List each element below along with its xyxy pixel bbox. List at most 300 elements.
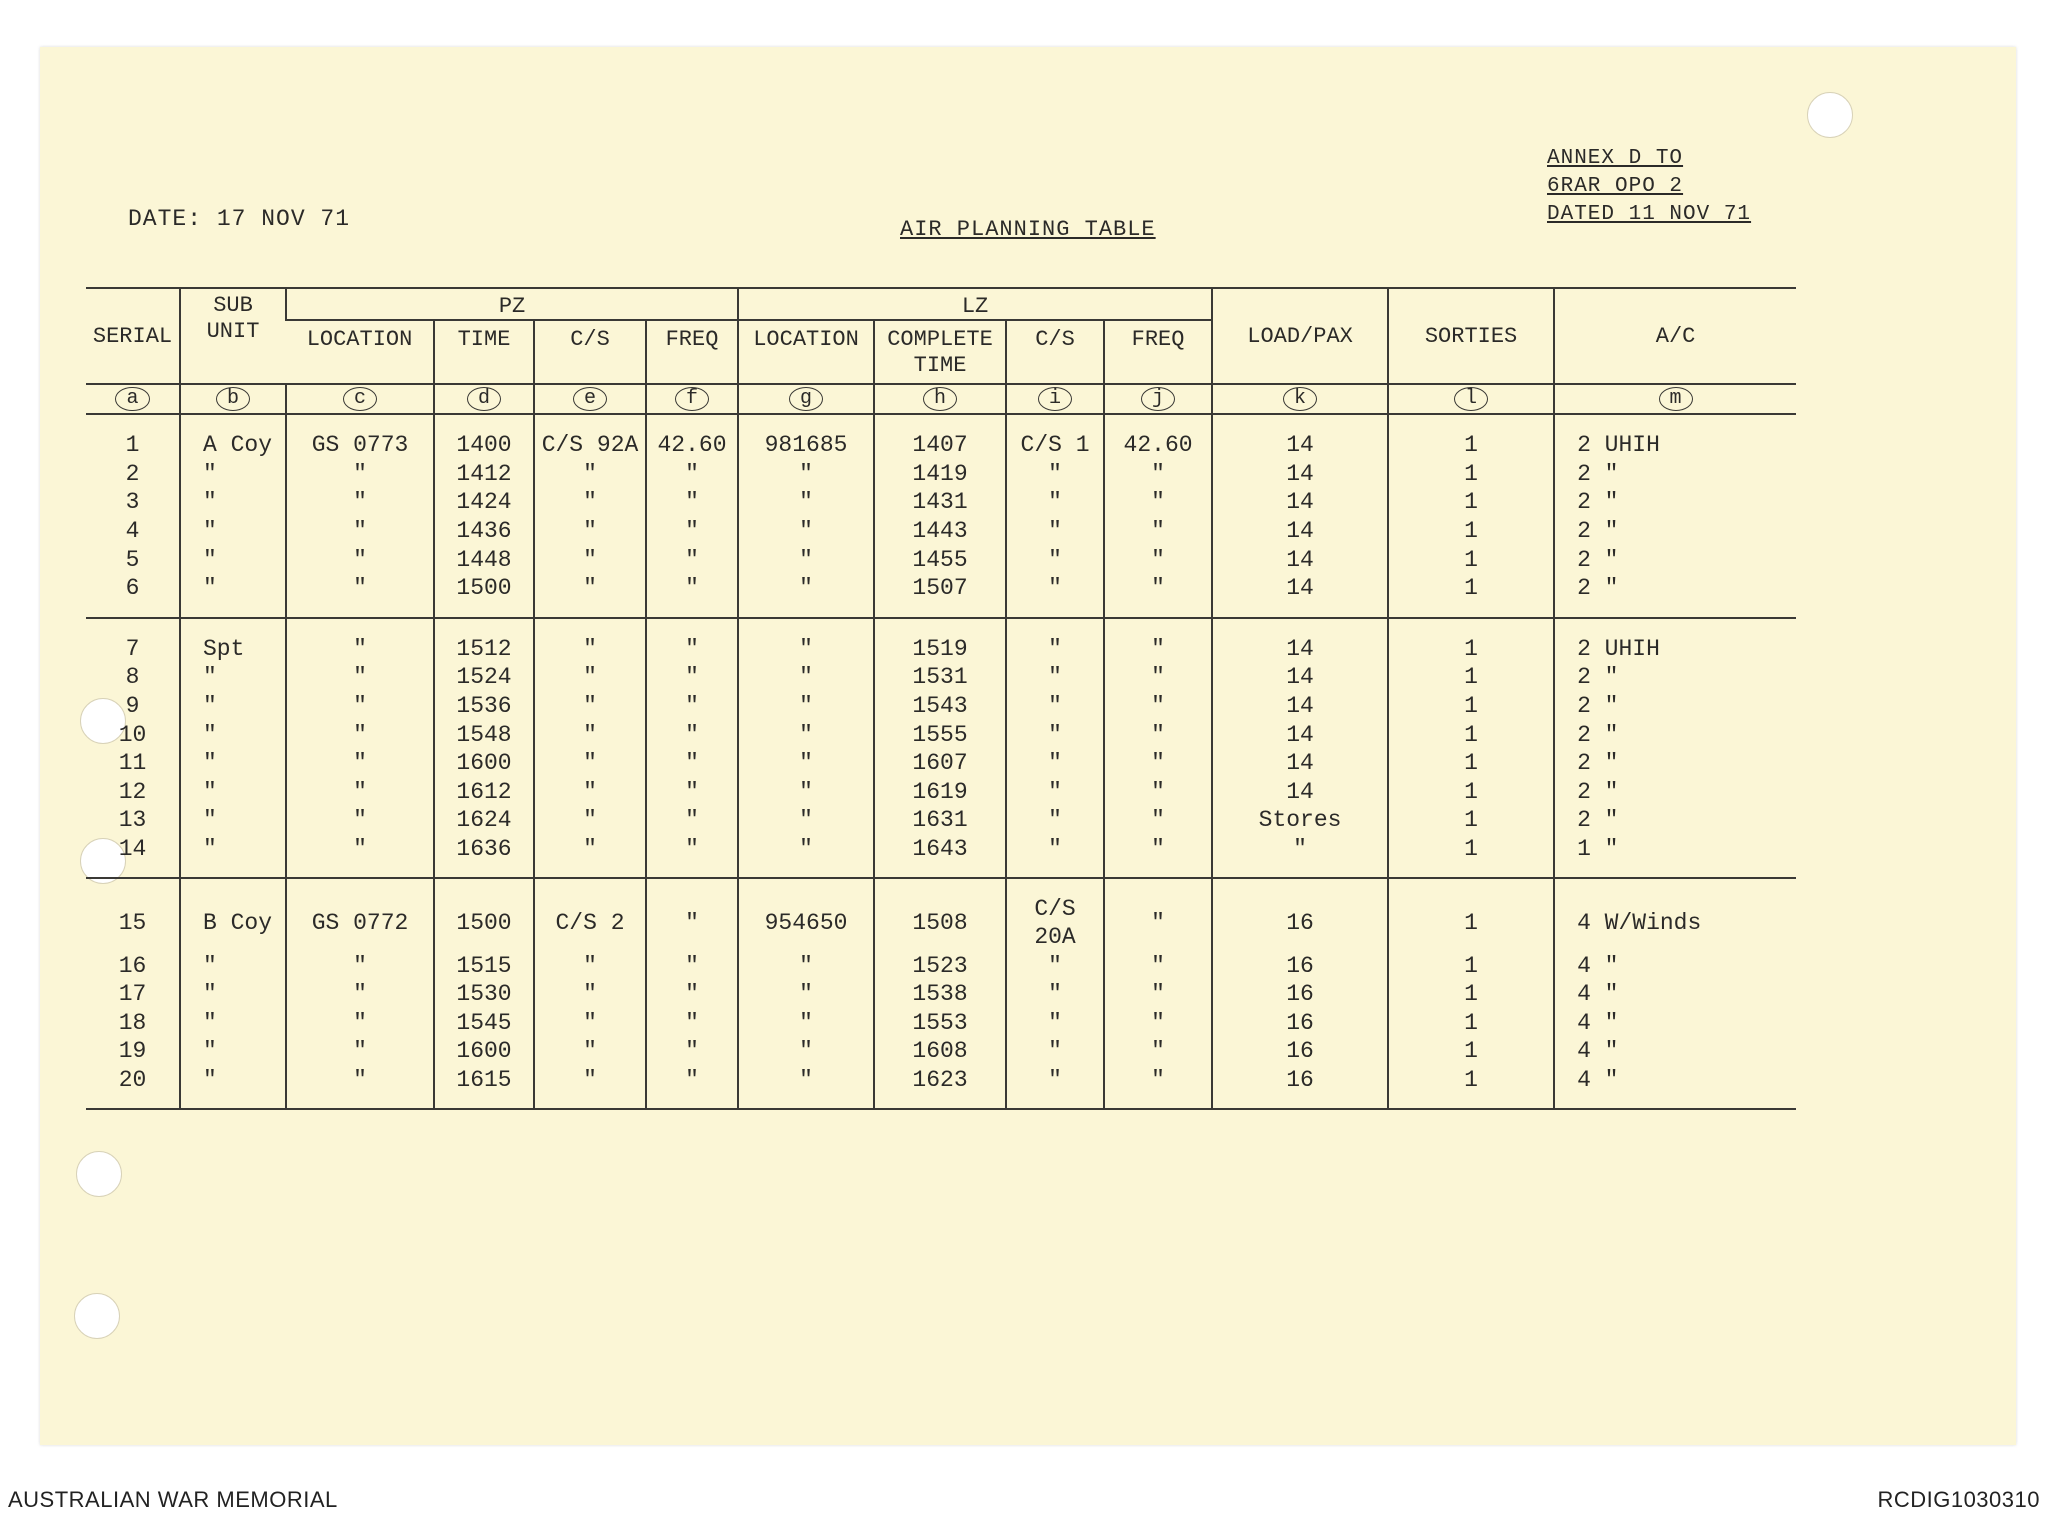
cell-pz-freq: " — [646, 878, 738, 951]
cell-pz-time: 1500 — [434, 574, 534, 618]
table-row — [86, 1066, 1796, 1110]
column-header-load-pax: LOAD/PAX — [1212, 288, 1388, 384]
cell-ac: 2 " — [1554, 545, 1796, 574]
cell-serial: 17 — [118, 981, 147, 1008]
cell-sorties: 1 — [1388, 980, 1554, 1009]
cell-lz-location: " — [738, 574, 874, 618]
cell-lz-complete-time: 1553 — [874, 1009, 1006, 1038]
table-row — [86, 545, 1796, 574]
cell-lz-complete-time: 1538 — [874, 980, 1006, 1009]
cell-lz-complete-time: 1443 — [874, 517, 1006, 546]
annex-line: ANNEX D TO — [1547, 147, 1684, 170]
cell-lz-complete-time: 1419 — [874, 460, 1006, 489]
cell-lz-cs: " — [1006, 517, 1104, 546]
cell-pz-freq: " — [646, 806, 738, 835]
cell-pz-freq: " — [646, 460, 738, 489]
cell-lz-freq: " — [1104, 778, 1212, 807]
footer-source: AUSTRALIAN WAR MEMORIAL — [8, 1487, 338, 1512]
cell-sub-unit: " — [180, 835, 286, 879]
cell-serial: 4 — [125, 518, 140, 545]
column-header-sorties: SORTIES — [1388, 288, 1554, 384]
cell-pz-location: " — [286, 951, 434, 980]
cell-sub-unit: Spt — [180, 618, 286, 664]
table-group-header-row — [86, 288, 1796, 320]
cell-lz-freq: " — [1104, 1009, 1212, 1038]
cell-lz-freq: " — [1104, 663, 1212, 692]
cell-ac: 2 " — [1554, 749, 1796, 778]
cell-lz-freq: " — [1104, 980, 1212, 1009]
cell-pz-cs: " — [534, 545, 646, 574]
cell-pz-time: 1436 — [434, 517, 534, 546]
cell-lz-freq: " — [1104, 545, 1212, 574]
column-header-pz-location: LOCATION — [306, 327, 413, 352]
cell-sub-unit: " — [180, 517, 286, 546]
cell-sorties: 1 — [1388, 517, 1554, 546]
cell-pz-location: " — [286, 517, 434, 546]
cell-pz-location: GS 0773 — [286, 414, 434, 460]
cell-lz-complete-time: 1407 — [874, 414, 1006, 460]
cell-pz-time: 1600 — [434, 749, 534, 778]
cell-serial: 13 — [118, 807, 147, 834]
cell-pz-cs: C/S 92A — [534, 414, 646, 460]
cell-ac: 2 " — [1554, 488, 1796, 517]
cell-pz-location: " — [286, 618, 434, 664]
cell-pz-time: 1612 — [434, 778, 534, 807]
table-row — [86, 835, 1796, 879]
cell-sub-unit: " — [180, 1009, 286, 1038]
punch-hole — [76, 1151, 122, 1197]
cell-load-pax: 16 — [1212, 951, 1388, 980]
cell-lz-freq: " — [1104, 720, 1212, 749]
cell-pz-location: " — [286, 574, 434, 618]
cell-load-pax: 14 — [1212, 460, 1388, 489]
column-letter: h — [874, 384, 1006, 414]
cell-ac: 4 " — [1554, 1066, 1796, 1110]
cell-lz-location: " — [738, 980, 874, 1009]
cell-pz-time: 1530 — [434, 980, 534, 1009]
cell-lz-complete-time: 1608 — [874, 1037, 1006, 1066]
cell-serial: 3 — [125, 489, 140, 516]
annex-line: DATED 11 NOV 71 — [1547, 203, 1752, 226]
cell-lz-cs: C/S 1 — [1006, 414, 1104, 460]
document-title: AIR PLANNING TABLE — [900, 217, 1156, 242]
cell-load-pax: 14 — [1212, 692, 1388, 721]
table-row — [86, 663, 1796, 692]
cell-ac: 4 " — [1554, 980, 1796, 1009]
cell-sub-unit: " — [180, 545, 286, 574]
cell-pz-cs: " — [534, 806, 646, 835]
cell-pz-time: 1424 — [434, 488, 534, 517]
cell-pz-time: 1536 — [434, 692, 534, 721]
cell-lz-location: " — [738, 720, 874, 749]
table-row — [86, 618, 1796, 664]
cell-sorties: 1 — [1388, 414, 1554, 460]
table-row — [86, 951, 1796, 980]
cell-sorties: 1 — [1388, 1066, 1554, 1110]
cell-serial: 16 — [118, 952, 147, 979]
cell-pz-cs: " — [534, 980, 646, 1009]
column-letter: m — [1554, 384, 1796, 414]
cell-serial: 9 — [125, 693, 140, 720]
cell-pz-cs: " — [534, 720, 646, 749]
table-row — [86, 980, 1796, 1009]
cell-serial: 1 — [125, 432, 140, 459]
cell-ac: 2 UHIH — [1554, 414, 1796, 460]
cell-serial: 19 — [118, 1038, 147, 1065]
column-letter: i — [1006, 384, 1104, 414]
cell-sorties: 1 — [1388, 835, 1554, 879]
cell-lz-complete-time: 1619 — [874, 778, 1006, 807]
cell-pz-time: 1545 — [434, 1009, 534, 1038]
cell-lz-complete-time: 1623 — [874, 1066, 1006, 1110]
cell-sorties: 1 — [1388, 618, 1554, 664]
cell-lz-location: " — [738, 1037, 874, 1066]
cell-sub-unit: " — [180, 806, 286, 835]
cell-pz-cs: " — [534, 778, 646, 807]
cell-pz-cs: " — [534, 618, 646, 664]
table-row — [86, 720, 1796, 749]
column-letter: a — [86, 384, 180, 414]
cell-serial: 14 — [86, 835, 180, 879]
cell-pz-cs: " — [534, 692, 646, 721]
cell-pz-cs: " — [534, 574, 646, 618]
column-letter: l — [1388, 384, 1554, 414]
cell-lz-freq: " — [1104, 878, 1212, 951]
column-header-text: UNIT — [206, 319, 260, 344]
column-header-lz-cs: C/S — [1006, 320, 1104, 384]
column-letter-row — [86, 384, 1796, 414]
table-row — [86, 1009, 1796, 1038]
cell-pz-cs: " — [534, 460, 646, 489]
column-group-pz: PZ — [286, 288, 738, 320]
column-header-sub-unit — [180, 288, 286, 384]
cell-ac: 2 " — [1554, 460, 1796, 489]
cell-lz-freq: " — [1104, 460, 1212, 489]
cell-pz-freq: " — [646, 1066, 738, 1110]
cell-sorties: 1 — [1388, 749, 1554, 778]
cell-sub-unit: " — [180, 663, 286, 692]
table-row — [86, 488, 1796, 517]
cell-pz-location: " — [286, 545, 434, 574]
column-header-ac: A/C — [1554, 288, 1796, 384]
cell-ac: 2 UHIH — [1554, 618, 1796, 664]
cell-lz-location: " — [738, 663, 874, 692]
cell-lz-location: " — [738, 1066, 874, 1110]
cell-sorties: 1 — [1388, 720, 1554, 749]
punch-hole — [1807, 92, 1853, 138]
cell-load-pax: 14 — [1212, 778, 1388, 807]
cell-lz-cs: " — [1006, 1009, 1104, 1038]
cell-load-pax: 14 — [1212, 618, 1388, 664]
cell-lz-location: 954650 — [738, 878, 874, 951]
column-header-lz-location: LOCATION — [738, 320, 874, 384]
cell-pz-cs: " — [534, 1037, 646, 1066]
column-header-lz-freq: FREQ — [1104, 320, 1212, 384]
cell-sorties: 1 — [1388, 778, 1554, 807]
cell-lz-cs: " — [1006, 806, 1104, 835]
cell-lz-location: " — [738, 778, 874, 807]
cell-serial: 10 — [118, 721, 147, 748]
cell-pz-location: " — [286, 835, 434, 879]
cell-pz-time: 1600 — [434, 1037, 534, 1066]
cell-lz-location: " — [738, 692, 874, 721]
cell-pz-time: 1500 — [434, 878, 534, 951]
cell-pz-cs: " — [534, 1066, 646, 1110]
cell-sub-unit: " — [180, 749, 286, 778]
cell-pz-location: " — [286, 692, 434, 721]
cell-serial: 7 — [125, 635, 140, 662]
cell-load-pax: 16 — [1212, 1066, 1388, 1110]
cell-lz-freq: " — [1104, 1037, 1212, 1066]
cell-load-pax: 14 — [1212, 663, 1388, 692]
cell-lz-freq: " — [1104, 517, 1212, 546]
cell-serial: 8 — [125, 664, 140, 691]
cell-pz-cs: " — [534, 488, 646, 517]
cell-pz-cs: " — [534, 951, 646, 980]
column-letter: f — [646, 384, 738, 414]
table-row — [86, 692, 1796, 721]
cell-load-pax: 14 — [1212, 574, 1388, 618]
cell-sorties: 1 — [1388, 692, 1554, 721]
cell-sorties: 1 — [1388, 951, 1554, 980]
column-letter: k — [1212, 384, 1388, 414]
cell-sorties: 1 — [1388, 488, 1554, 517]
cell-sub-unit: " — [180, 692, 286, 721]
cell-pz-freq: " — [646, 618, 738, 664]
cell-lz-complete-time: 1555 — [874, 720, 1006, 749]
cell-serial: 18 — [118, 1009, 147, 1036]
cell-pz-time: 1412 — [434, 460, 534, 489]
column-header-text: COMPLETE — [887, 327, 993, 352]
cell-lz-complete-time: 1643 — [874, 835, 1006, 879]
cell-lz-cs: " — [1006, 1066, 1104, 1110]
cell-lz-location: " — [738, 749, 874, 778]
cell-lz-complete-time: 1631 — [874, 806, 1006, 835]
cell-pz-cs: " — [534, 1009, 646, 1038]
cell-sub-unit: B Coy — [180, 878, 286, 951]
column-letter: b — [180, 384, 286, 414]
cell-serial: 2 — [125, 460, 140, 487]
cell-pz-freq: " — [646, 663, 738, 692]
cell-pz-freq: " — [646, 749, 738, 778]
cell-pz-freq: 42.60 — [646, 414, 738, 460]
cell-pz-freq: " — [646, 778, 738, 807]
column-letter: d — [434, 384, 534, 414]
column-header-pz-freq: FREQ — [646, 320, 738, 384]
cell-sub-unit: " — [180, 574, 286, 618]
cell-serial: 6 — [86, 574, 180, 618]
cell-lz-complete-time: 1431 — [874, 488, 1006, 517]
cell-ac: 2 " — [1554, 720, 1796, 749]
cell-lz-freq: " — [1104, 1066, 1212, 1110]
cell-pz-time: 1448 — [434, 545, 534, 574]
column-header-pz-time: TIME — [434, 320, 534, 384]
cell-load-pax: 14 — [1212, 414, 1388, 460]
cell-lz-complete-time: 1455 — [874, 545, 1006, 574]
cell-pz-freq: " — [646, 980, 738, 1009]
cell-load-pax: 16 — [1212, 1009, 1388, 1038]
cell-lz-complete-time: 1523 — [874, 951, 1006, 980]
table-row — [86, 749, 1796, 778]
cell-lz-cs: " — [1006, 692, 1104, 721]
cell-pz-freq: " — [646, 488, 738, 517]
cell-sub-unit: " — [180, 1037, 286, 1066]
table-row — [86, 806, 1796, 835]
cell-sub-unit: " — [180, 980, 286, 1009]
annex-reference — [1547, 145, 1751, 229]
cell-sorties: 1 — [1388, 574, 1554, 618]
table-row — [86, 878, 1796, 951]
table-row — [86, 460, 1796, 489]
cell-pz-cs: " — [534, 663, 646, 692]
table-row — [86, 1037, 1796, 1066]
column-header-pz-cs: C/S — [534, 320, 646, 384]
cell-pz-time: 1615 — [434, 1066, 534, 1110]
cell-pz-cs: " — [534, 517, 646, 546]
table-body — [86, 414, 1796, 1109]
cell-ac: 2 " — [1554, 574, 1796, 618]
cell-lz-complete-time: 1543 — [874, 692, 1006, 721]
cell-lz-complete-time: 1507 — [874, 574, 1006, 618]
cell-load-pax: 14 — [1212, 545, 1388, 574]
cell-pz-cs: " — [534, 749, 646, 778]
cell-lz-freq: " — [1104, 574, 1212, 618]
cell-lz-freq: " — [1104, 835, 1212, 879]
cell-sorties: 1 — [1388, 1037, 1554, 1066]
cell-lz-freq: " — [1104, 951, 1212, 980]
cell-lz-location: " — [738, 618, 874, 664]
document-date: DATE: 17 NOV 71 — [128, 206, 351, 232]
cell-pz-freq: " — [646, 692, 738, 721]
cell-lz-location: " — [738, 517, 874, 546]
cell-sorties: 1 — [1388, 806, 1554, 835]
column-letter: c — [286, 384, 434, 414]
cell-ac: 1 " — [1554, 835, 1796, 879]
cell-pz-time: 1400 — [434, 414, 534, 460]
cell-ac: 4 " — [1554, 951, 1796, 980]
cell-pz-location: " — [286, 460, 434, 489]
cell-lz-cs: " — [1006, 980, 1104, 1009]
cell-lz-complete-time: 1531 — [874, 663, 1006, 692]
cell-pz-freq: " — [646, 574, 738, 618]
cell-lz-complete-time: 1508 — [874, 878, 1006, 951]
cell-pz-time: 1624 — [434, 806, 534, 835]
cell-lz-freq: 42.60 — [1104, 414, 1212, 460]
cell-pz-location: " — [286, 663, 434, 692]
cell-serial: 20 — [86, 1066, 180, 1110]
cell-pz-freq: " — [646, 720, 738, 749]
cell-pz-freq: " — [646, 835, 738, 879]
cell-sorties: 1 — [1388, 545, 1554, 574]
cell-sorties: 1 — [1388, 460, 1554, 489]
cell-load-pax: 14 — [1212, 720, 1388, 749]
cell-lz-location: " — [738, 1009, 874, 1038]
column-group-lz: LZ — [738, 288, 1212, 320]
cell-pz-location: " — [286, 720, 434, 749]
cell-lz-cs: " — [1006, 749, 1104, 778]
cell-pz-freq: " — [646, 951, 738, 980]
cell-lz-complete-time: 1607 — [874, 749, 1006, 778]
cell-ac: 2 " — [1554, 692, 1796, 721]
cell-lz-cs: " — [1006, 618, 1104, 664]
cell-sorties: 1 — [1388, 878, 1554, 951]
cell-load-pax: 16 — [1212, 980, 1388, 1009]
cell-pz-time: 1515 — [434, 951, 534, 980]
cell-lz-cs: " — [1006, 488, 1104, 517]
cell-lz-location: " — [738, 545, 874, 574]
cell-load-pax: 14 — [1212, 488, 1388, 517]
cell-pz-time: 1636 — [434, 835, 534, 879]
table-row — [86, 778, 1796, 807]
footer-id: RCDIG1030310 — [1877, 1487, 2040, 1512]
column-letter: g — [738, 384, 874, 414]
cell-serial: 12 — [118, 778, 147, 805]
cell-lz-cs: " — [1006, 778, 1104, 807]
cell-sub-unit: " — [180, 488, 286, 517]
cell-sub-unit: " — [180, 460, 286, 489]
annex-line: 6RAR OPO 2 — [1547, 175, 1684, 198]
cell-lz-cs: " — [1006, 460, 1104, 489]
cell-lz-cs: " — [1006, 951, 1104, 980]
cell-pz-location: " — [286, 1037, 434, 1066]
cell-sub-unit: " — [180, 951, 286, 980]
cell-pz-freq: " — [646, 517, 738, 546]
cell-pz-location: " — [286, 1009, 434, 1038]
cell-pz-time: 1512 — [434, 618, 534, 664]
cell-load-pax: 14 — [1212, 517, 1388, 546]
cell-pz-location: GS 0772 — [286, 878, 434, 951]
cell-sub-unit: A Coy — [180, 414, 286, 460]
table-row — [86, 574, 1796, 618]
cell-lz-cs: C/S 20A — [1006, 878, 1104, 951]
cell-ac: 2 " — [1554, 806, 1796, 835]
cell-lz-location: " — [738, 460, 874, 489]
cell-ac: 2 " — [1554, 663, 1796, 692]
cell-lz-cs: " — [1006, 1037, 1104, 1066]
cell-pz-cs: " — [534, 835, 646, 879]
cell-lz-cs: " — [1006, 663, 1104, 692]
cell-lz-freq: " — [1104, 806, 1212, 835]
cell-pz-cs: C/S 2 — [534, 878, 646, 951]
cell-sub-unit: " — [180, 720, 286, 749]
table-row — [86, 517, 1796, 546]
cell-pz-location: " — [286, 980, 434, 1009]
cell-ac: 2 " — [1554, 517, 1796, 546]
cell-load-pax: 14 — [1212, 749, 1388, 778]
cell-lz-freq: " — [1104, 488, 1212, 517]
cell-lz-freq: " — [1104, 618, 1212, 664]
cell-pz-freq: " — [646, 1037, 738, 1066]
cell-pz-time: 1548 — [434, 720, 534, 749]
cell-serial: 15 — [118, 910, 147, 937]
cell-pz-location: " — [286, 749, 434, 778]
cell-ac: 2 " — [1554, 778, 1796, 807]
cell-load-pax: 16 — [1212, 1037, 1388, 1066]
cell-pz-location: " — [286, 806, 434, 835]
cell-lz-freq: " — [1104, 692, 1212, 721]
cell-lz-location: " — [738, 806, 874, 835]
cell-sub-unit: " — [180, 1066, 286, 1110]
cell-lz-complete-time: 1519 — [874, 618, 1006, 664]
cell-pz-location: " — [286, 778, 434, 807]
cell-lz-freq: " — [1104, 749, 1212, 778]
cell-lz-location: " — [738, 488, 874, 517]
cell-serial: 5 — [125, 546, 140, 573]
cell-pz-freq: " — [646, 1009, 738, 1038]
cell-sub-unit: " — [180, 778, 286, 807]
cell-lz-cs: " — [1006, 574, 1104, 618]
cell-pz-freq: " — [646, 545, 738, 574]
